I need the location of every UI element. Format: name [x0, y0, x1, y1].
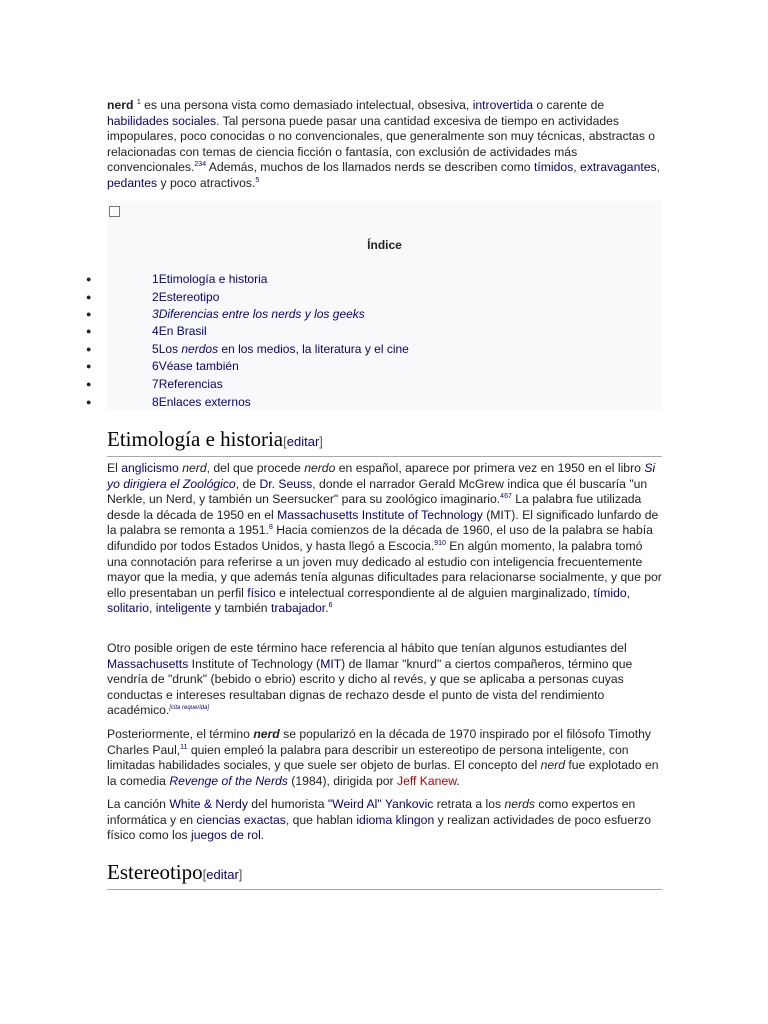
intro-text: es una persona vista como demasiado intelectual, obsesiva, [140, 98, 473, 112]
italic-text: nerdo [304, 461, 336, 475]
link-white-nerdy[interactable]: White & Nerdy [169, 797, 248, 811]
toc-item[interactable] [0, 395, 662, 413]
link-weird-al[interactable]: "Weird Al" Yankovic [327, 797, 434, 811]
bracket: [ [202, 867, 207, 882]
link-ciencias-exactas[interactable]: ciencias exactas [196, 812, 286, 827]
link-trabajador[interactable]: trabajador [270, 601, 326, 616]
toc-num: 4 [152, 324, 159, 338]
link-solitario[interactable]: solitario [107, 601, 149, 616]
toc-text[interactable]: Etimología e historia [158, 272, 268, 286]
link-timido[interactable]: tímido [593, 585, 627, 600]
text: El [107, 461, 122, 475]
bullet-icon: ● [86, 326, 92, 336]
edit-link[interactable]: editar [206, 867, 239, 882]
text: , donde el narrador Gerald McGrew indica que él buscaría "un Nerkle, un Nerd, y también un Seersucker" para su zoológico imaginario. [107, 476, 648, 507]
section-title: Estereotipo [107, 860, 203, 884]
toc-item[interactable] [0, 324, 662, 342]
italic-text: nerd [540, 758, 565, 773]
text: Posteriormente, el término [107, 727, 254, 741]
link-pedantes[interactable]: pedantes [107, 175, 158, 190]
italic-text: nerds [504, 797, 536, 811]
toc-toggle-checkbox[interactable] [109, 206, 120, 217]
ref-910[interactable]: 910 [434, 539, 446, 547]
toc-item[interactable] [0, 359, 662, 377]
intro-term: nerd [107, 98, 134, 112]
section-title: Etimología e historia [107, 427, 284, 451]
intro-text: o carente de [532, 98, 605, 112]
ref-11[interactable]: 11 [180, 743, 188, 751]
link-anglicismo[interactable]: anglicismo [121, 461, 179, 475]
toc-num: 2 [152, 290, 159, 304]
text: ) de llamar "knurd" a ciertos compañeros, término que vendría de "drunk" (bebido o ebrio) escrito y dicho al revés, y que se aplicaba a personas cuyas conductas e intereses resultaban dignas de rechazo desde el punto de vista del rendimiento académico. [107, 656, 633, 718]
text: En algún momento, la palabra tomó una connotación para referirse a un joven muy dedicado al estudio con inteligencia frecuentemente mayor que la media, y que además tenía algunas dificultades para relacionarse socialmente, y que por ello presentaban un perfil [107, 538, 662, 600]
link-timidos[interactable]: tímidos [533, 160, 574, 175]
toc-num: 1 [152, 272, 159, 286]
bullet-icon: ● [86, 379, 92, 389]
toc-text[interactable]: En Brasil [158, 324, 207, 338]
text: del humorista [247, 797, 328, 811]
paragraph-etimologia-3 [107, 727, 663, 789]
text: y también [211, 601, 271, 616]
link-mit-2[interactable]: MIT [320, 656, 342, 671]
bold-italic-text: nerd [253, 727, 280, 741]
bullet-icon: ● [86, 309, 92, 319]
text: en español, aparece por primera vez en 1950 en el libro [335, 461, 645, 475]
text: como expertos en informática y en [107, 797, 636, 827]
intro-text: . Tal persona puede pasar una cantidad excesiva de tiempo en actividades impopulares, poco conocidas o no convencionales, que generalmente son muy técnicas, abstractas o relacionadas con temas de ciencia ficción o fantasía, con exclusión de actividades más convencionales. [107, 113, 656, 175]
text: se popularizó en la década de 1970 inspirado por el filósofo Timothy Charles Paul, [107, 727, 652, 757]
ref-6[interactable]: 6 [328, 602, 333, 610]
toc-item[interactable] [0, 290, 662, 308]
toc-text[interactable]: Los [158, 342, 182, 356]
toc-item[interactable] [0, 377, 662, 395]
bullet-icon: ● [86, 397, 92, 407]
intro-text: y poco atractivos. [157, 175, 256, 190]
paragraph-etimologia-2 [107, 641, 663, 719]
text: Hacia comienzos de la década de 1960, el uso de la palabra se había difundido por todos Estados Unidos, y hasta llegó a Escocia. [107, 523, 653, 553]
text: fue explotado en la comedia [107, 758, 659, 788]
section-heading-etimologia [107, 427, 662, 457]
bracket: ] [238, 867, 243, 882]
toc-item[interactable] [0, 342, 662, 360]
toc-num: 7 [152, 377, 159, 391]
toc-text[interactable]: Enlaces externos [158, 395, 251, 409]
link-revenge-of-the-nerds[interactable]: Revenge of the Nerds [169, 773, 288, 788]
toc-text[interactable]: en los medios, la literatura y el cine [218, 342, 409, 356]
link-extravagantes[interactable]: extravagantes [580, 160, 657, 175]
text: . [456, 773, 460, 788]
text: . [260, 828, 265, 843]
ref-1[interactable]: 1 [136, 98, 141, 106]
bracket: [ [283, 434, 287, 449]
ref-5[interactable]: 5 [255, 176, 260, 184]
toc-text[interactable]: Estereotipo [158, 290, 220, 304]
text: , [626, 585, 631, 600]
bracket: ] [319, 434, 323, 449]
link-habilidades-sociales[interactable]: habilidades sociales [107, 113, 217, 128]
link-si-yo-dirigiera[interactable]: Si yo dirigiera el Zoológico [107, 461, 656, 491]
toc-num: 3 [152, 307, 159, 321]
intro-paragraph [107, 98, 663, 192]
link-inteligente[interactable]: inteligente [155, 601, 212, 616]
ref-8[interactable]: 8 [268, 524, 273, 532]
text: La canción [107, 797, 170, 811]
bullet-icon: ● [86, 361, 92, 371]
text: retrata a los [433, 797, 505, 811]
cita-requerida-link[interactable]: [cita requerida] [169, 705, 210, 712]
text: , de [235, 476, 260, 491]
text: . [325, 601, 329, 616]
text: e intelectual correspondiente al de alguien marginalizado, [275, 585, 594, 600]
text: (MIT). El significado lunfardo de la palabra se remonta a 1951. [107, 507, 659, 538]
toc-text-italic[interactable]: nerdos [181, 342, 219, 356]
text: , del que procede [206, 461, 305, 475]
edit-link[interactable]: editar [286, 434, 320, 449]
toc-num: 8 [152, 395, 159, 409]
toc-num: 6 [152, 359, 159, 373]
text: Otro posible origen de este término hace referencia al hábito que tenían algunos estudiantes del [107, 641, 627, 655]
paragraph-etimologia-1 [107, 461, 663, 617]
bullet-icon: ● [86, 274, 92, 284]
text: quien empleó la palabra para describir un estereotipo de persona inteligente, con limitadas habilidades sociales, y que suele ser objeto de burlas. El concepto del [107, 742, 629, 773]
italic-text: nerd [182, 461, 207, 475]
paragraph-etimologia-4 [107, 797, 663, 844]
toc-text[interactable]: Diferencias entre los nerds y los geeks [158, 307, 365, 321]
ref-234[interactable]: 234 [194, 161, 207, 169]
ref-467[interactable]: 467 [500, 493, 512, 501]
bullet-icon: ● [86, 292, 92, 302]
link-idioma-klingon[interactable]: idioma klingon [356, 812, 435, 827]
link-mit[interactable]: Massachusetts Institute of Technology [277, 507, 483, 522]
link-massachusetts[interactable]: Massachusetts [107, 656, 189, 671]
text: , que hablan [285, 812, 357, 827]
text: (1984), dirigida por [287, 773, 397, 788]
toc-text[interactable]: Referencias [158, 377, 223, 391]
redlink-jeff-kanew[interactable]: Jeff Kanew [396, 773, 457, 788]
text: y realizan actividades de poco esfuerzo físico como los [107, 812, 652, 843]
toc-text[interactable]: Véase también [158, 359, 239, 373]
link-juegos-de-rol[interactable]: juegos de rol [191, 828, 261, 843]
section-heading-estereotipo [107, 860, 662, 890]
link-fisico[interactable]: físico [247, 585, 276, 600]
comma: , [573, 160, 581, 175]
bullet-icon: ● [86, 344, 92, 354]
link-dr-seuss[interactable]: Dr. Seuss [259, 476, 313, 491]
toc-item[interactable] [0, 307, 662, 325]
text: Institute of Technology ( [188, 656, 321, 671]
toc-title: Índice [367, 238, 402, 252]
toc-item[interactable] [0, 272, 662, 290]
intro-text: Además, muchos de los llamados nerds se describen como [206, 160, 534, 175]
link-introvertida[interactable]: introvertida [472, 98, 533, 112]
toc-num: 5 [152, 342, 159, 356]
comma: , [656, 160, 660, 175]
text: La palabra fue utilizada desde la década de 1950 en el [107, 492, 642, 522]
text: , [149, 601, 156, 616]
